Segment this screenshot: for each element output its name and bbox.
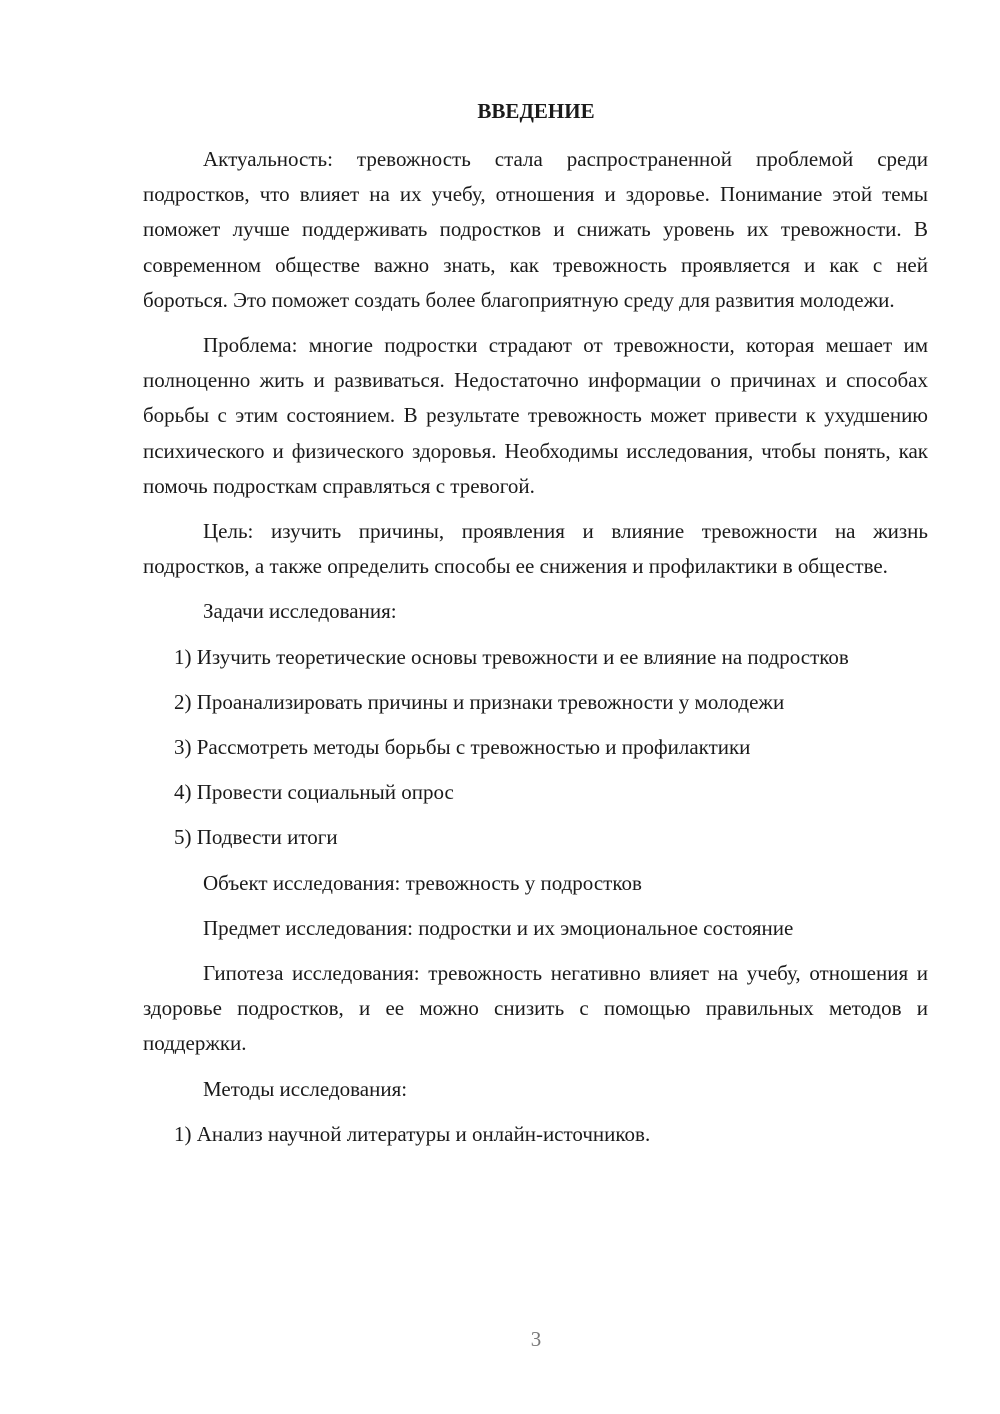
- task-item: 4) Провести социальный опрос: [174, 780, 454, 805]
- task-item: 1) Изучить теоретические основы тревожности и ее влияние на подростков: [174, 644, 849, 669]
- task-item: 3) Рассмотреть методы борьбы с тревожностью и профилактики: [174, 735, 751, 760]
- document-body: [143, 142, 928, 1162]
- hypothesis-paragraph: Гипотеза исследования: тревожность негативно влияет на учебу, отношения и здоровье подростков, и ее можно снизить с помощью правильных методов и поддержки.: [143, 961, 928, 1056]
- page-number: 3: [530, 1327, 542, 1351]
- section-title: ВВЕДЕНИЕ: [477, 99, 595, 123]
- tasks-heading: Задачи исследования:: [203, 599, 397, 624]
- task-item: 2) Проанализировать причины и признаки тревожности у молодежи: [174, 689, 785, 714]
- problem-paragraph: Проблема: многие подростки страдают от тревожности, которая мешает им полноценно жить и развиваться. Недостаточно информации о причинах и способах борьбы с этим состоянием. В результате тревожность может привести к ухудшению психического и физического здоровья. Необходимы исследования, чтобы понять, как помочь подросткам справляться с тревогой.: [143, 333, 928, 498]
- subject-paragraph: Предмет исследования: подростки и их эмоциональное состояние: [203, 915, 794, 940]
- task-item: 5) Подвести итоги: [174, 825, 338, 850]
- relevance-paragraph: Актуальность: тревожность стала распространенной проблемой среди подростков, что влияет на их учебу, отношения и здоровье. Понимание этой темы поможет лучше поддерживать подростков и снижать уровень их тревожности. В современном обществе важно знать, как тревожность проявляется и как с ней бороться. Это поможет создать более благоприятную среду для развития молодежи.: [143, 147, 928, 312]
- methods-heading: Методы исследования:: [203, 1076, 408, 1101]
- object-paragraph: Объект исследования: тревожность у подростков: [203, 870, 642, 895]
- method-item: 1) Анализ научной литературы и онлайн-источников.: [174, 1121, 651, 1146]
- goal-paragraph: Цель: изучить причины, проявления и влияние тревожности на жизнь подростков, а также определить способы ее снижения и профилактики в обществе.: [143, 519, 928, 579]
